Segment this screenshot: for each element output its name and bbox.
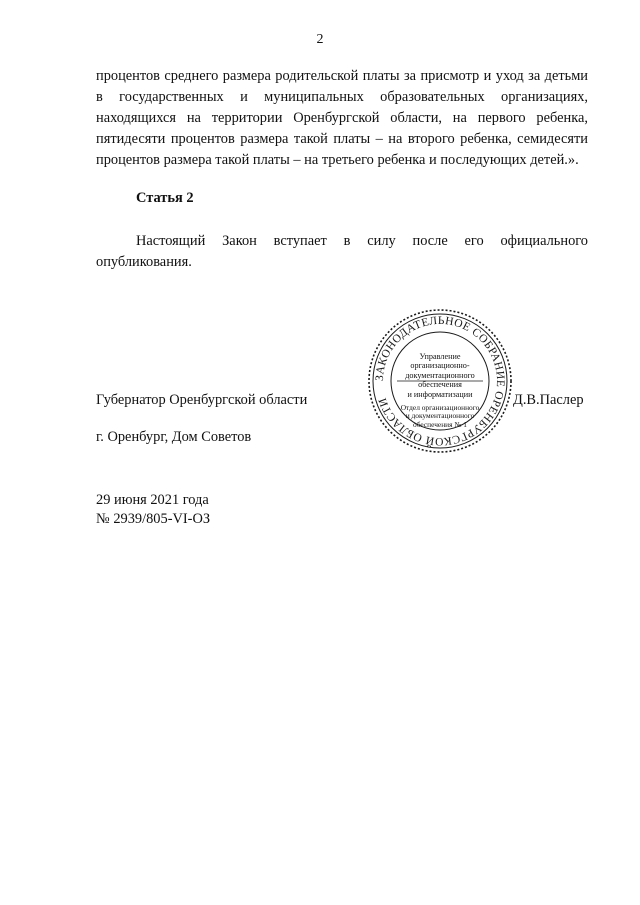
- law-number: № 2939/805-VI-ОЗ: [96, 511, 211, 527]
- seal-center-bottom: [391, 404, 489, 429]
- seal-ring-text: ЗАКОНОДАТЕЛЬНОЕ СОБРАНИЕ ОРЕНБУРГСКОЙ ОБЛАСТИ: [373, 314, 507, 448]
- seal-line: и документационного: [405, 411, 475, 421]
- seal-center-top: [391, 352, 489, 399]
- signing-place: г. Оренбург, Дом Советов: [96, 429, 252, 445]
- signer-position: Губернатор Оренбургской области: [96, 392, 308, 408]
- article-body: Настоящий Закон вступает в силу после его официального опубликования.: [96, 233, 588, 270]
- signer-name: Д.В.Паслер: [513, 392, 584, 408]
- seal-line: и информатизации: [407, 389, 473, 399]
- official-seal: [367, 308, 513, 454]
- seal-line: Отдел организационного: [400, 403, 480, 412]
- article-heading: Статья 2: [136, 190, 194, 206]
- law-date: 29 июня 2021 года: [96, 492, 209, 508]
- seal-line: организационно-: [410, 361, 470, 371]
- seal-line: обеспечения № 1: [413, 419, 467, 429]
- seal-line: Управление: [419, 352, 461, 361]
- seal-line: обеспечения: [418, 380, 462, 390]
- page-number: 2: [316, 32, 324, 47]
- body-paragraph: процентов среднего размера родительской платы за присмотр и уход за детьми в государственных и муниципальных образовательных организациях, находящихся на территории Оренбургской области, на первого ребенка, пятидесяти процентов размера такой платы – на второго ребенка, семидесяти процентов размера такой платы – на третьего ребенка и последующих детей.».: [96, 68, 588, 168]
- seal-line: документационного: [405, 370, 475, 380]
- seal-center: [391, 332, 489, 430]
